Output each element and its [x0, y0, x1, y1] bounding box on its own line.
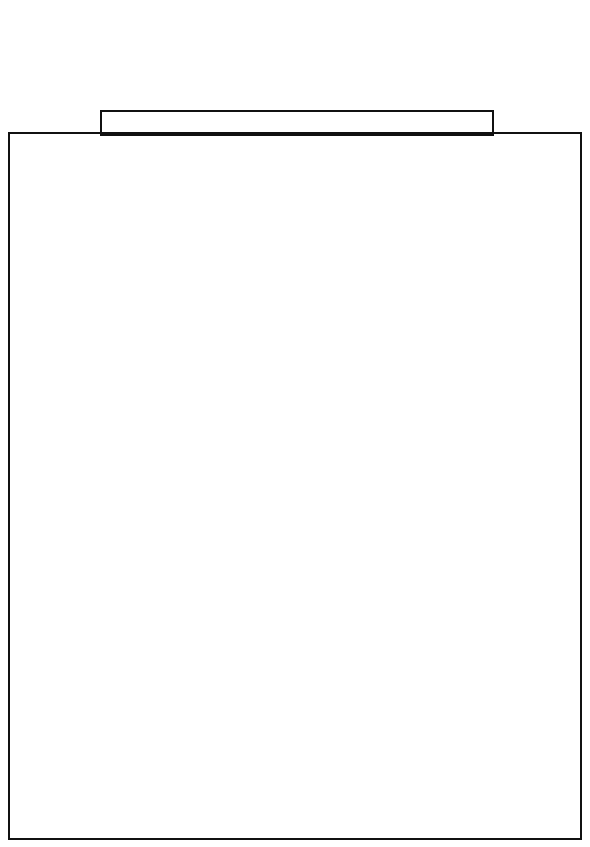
left-star-border	[8, 44, 56, 132]
right-verse-column	[318, 150, 576, 840]
title-area	[88, 40, 508, 100]
left-verse-column	[18, 150, 276, 840]
right-star-border	[534, 44, 582, 132]
center-ornament-column	[279, 144, 319, 844]
